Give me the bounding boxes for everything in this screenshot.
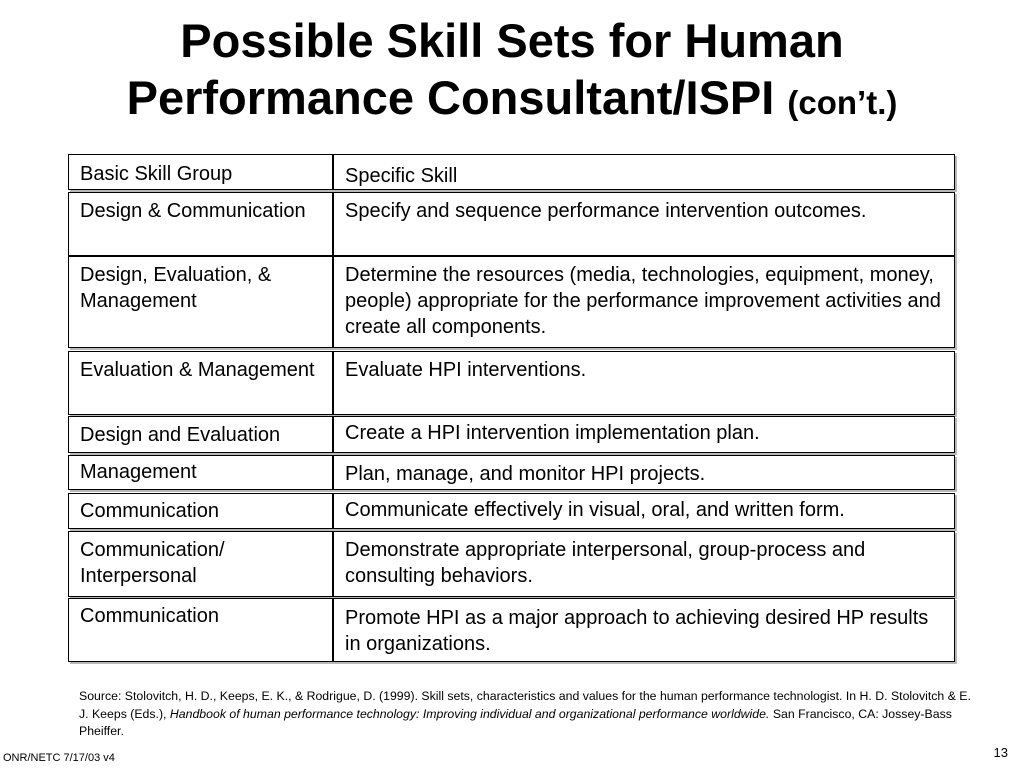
row-4-skill: Create a HPI intervention implementation plan. (333, 416, 955, 453)
row-8-group: Communication (68, 598, 333, 662)
row-6-skill: Communicate effectively in visual, oral, and written form. (333, 493, 955, 529)
source-citation (79, 688, 979, 741)
header-skill-cell: Specific Skill (333, 154, 955, 190)
title-suffix: (con’t.) (787, 84, 898, 121)
row-5-skill: Plan, manage, and monitor HPI projects. (333, 455, 955, 490)
source-text: Source: Stolovitch, H. D., Keeps, E. K., & Rodrigue, D. (1999). Skill sets, characteristics and values for the human performance technologist. In H. D. Stolovitch & E. J. Keeps (Eds.), (79, 689, 971, 721)
title-line-2 (0, 69, 1024, 131)
source-publisher: San Francisco, CA: Jossey-Bass Pheiffer. (79, 706, 952, 738)
row-7-skill: Demonstrate appropriate interpersonal, group-process and consulting behaviors. (333, 531, 955, 597)
row-3-skill: Evaluate HPI interventions. (333, 351, 955, 415)
title-line-1: Possible Skill Sets for Human (180, 14, 844, 67)
page-number: 13 (993, 745, 1008, 760)
row-8-skill: Promote HPI as a major approach to achieving desired HP results in organizations. (333, 598, 955, 662)
row-1-group: Design & Communication (68, 192, 333, 256)
row-4-group: Design and Evaluation (68, 416, 333, 453)
row-6-group: Communication (68, 493, 333, 529)
row-3-group: Evaluation & Management (68, 351, 333, 415)
row-2-skill: Determine the resources (media, technologies, equipment, money, people) appropriate for the performance improvement activities and create all components. (333, 256, 955, 348)
title-main: Performance Consultant/ISPI (126, 71, 775, 124)
source-book-title: Handbook of human performance technology: Improving individual and organizational performance worldwide. (169, 706, 770, 721)
row-5-group: Management (68, 455, 333, 490)
header-group-cell: Basic Skill Group (68, 154, 333, 190)
slide-title (0, 12, 1024, 131)
row-1-skill: Specify and sequence performance intervention outcomes. (333, 192, 955, 256)
row-7-group: Communication/ Interpersonal (68, 531, 333, 597)
footer-version: ONR/NETC 7/17/03 v4 (3, 752, 115, 764)
row-2-group: Design, Evaluation, & Management (68, 256, 333, 348)
